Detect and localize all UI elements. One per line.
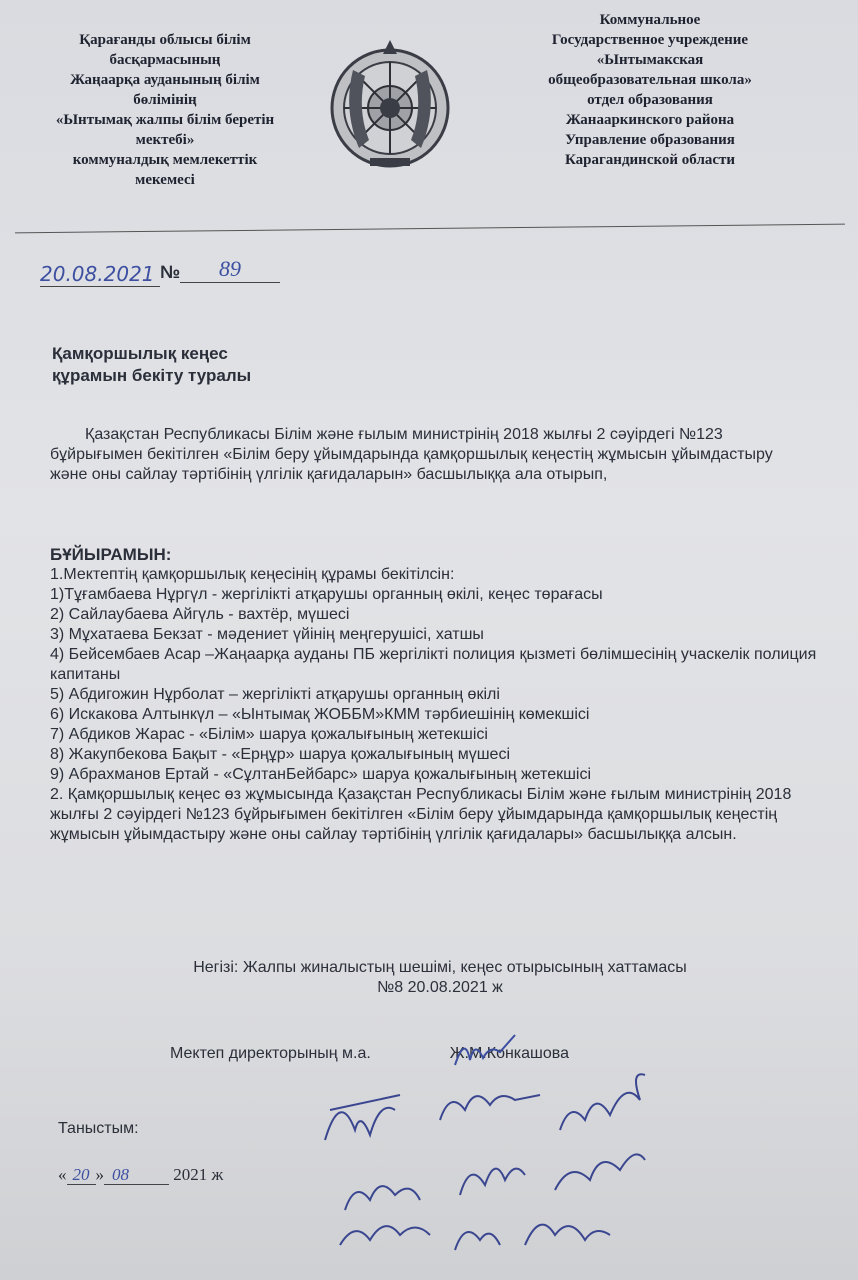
header-right-block [520,10,780,170]
header-left-line: Жаңаарқа ауданының білім [70,72,260,88]
director-name: Ж.М.Конкашова [449,1045,569,1062]
director-title: Мектеп директорының м.а. [170,1045,371,1062]
header-left-line: «Ынтымақ жалпы білім беретін [55,112,275,128]
header-left-block [30,30,300,190]
acknowledgement-signatures [300,1050,720,1260]
basis-line: №8 20.08.2021 ж [377,979,503,996]
list-item: 5) Абдигожин Нұрболат – жергілікті атқарушы органның өкілі [50,686,500,703]
list-item: 7) Абдиков Жарас - «Білім» шаруа қожалығының жетекшісі [50,726,488,743]
header-right-line: «Ынтымакская [596,52,704,68]
header-right-line: Карагандинской области [564,152,736,168]
header-right-line: общеобразовательная школа» [548,72,752,88]
acknowledged-date: « 20 » 08 2021 ж [58,1165,224,1184]
order-heading: БҰЙЫРАМЫН: [50,545,172,564]
ack-month: 08 [104,1165,169,1185]
list-item: 1.Мектептің қамқоршылық кеңесінің құрамы бекітілсін: [50,566,455,583]
subject-line: Қамқоршылық кеңес [52,344,228,363]
list-item: 4) Бейсембаев Асар –Жаңаарқа ауданы ПБ жергілікті полиция қызметі бөлімшесінің учаскелік полиция капитаны [50,646,817,683]
header-left-line: басқармасының [109,52,221,68]
list-item: 8) Жакупбекова Бақыт - «Ерңұр» шаруа қожалығының мүшесі [50,746,510,763]
header-left-line: мектебі» [135,132,195,148]
document-number: 89 [180,256,280,283]
header-left-line: Қарағанды облысы білім [79,32,251,48]
basis-line: Негізі: Жалпы жиналыстың шешімі, кеңес отырысының хаттамасы [193,959,687,976]
header-left-line: коммуналдық мемлекеттік [72,152,258,168]
list-item: 2) Сайлаубаева Айгүль - вахтёр, мүшесі [50,606,350,623]
header-right-line: Жанааркинского района [565,112,735,128]
list-item: 1)Тұғамбаева Нұргүл - жергілікті атқарушы органның өкілі, кеңес төрағасы [50,586,603,603]
list-item: 6) Искакова Алтынкүл – «Ынтымақ ЖОББМ»КММ тәрбиешінің көмекшісі [50,706,590,723]
header-right-line: Коммунальное [599,12,701,28]
header-left-line: мекемесі [135,172,195,188]
list-item: 3) Мұхатаева Бекзат - мәдениет үйінің меңгерушісі, хатшы [50,626,484,643]
kazakhstan-emblem-icon [325,30,455,180]
header-right-line: отдел образования [587,92,713,108]
order-items-list [50,565,830,845]
list-item: 2. Қамқоршылық кеңес өз жұмысында Қазақстан Республикасы Білім және ғылым министрінің 2018 жылғы 2 сәуірдегі №123 бұйрығымен бекітілген «Білім беру ұйымдарында қамқоршылық кеңестің жұмысын ұйымдастыру және оны сайлау тәртібінің үлгілік қағидалары» басшылыққа алсын. [50,786,792,843]
acknowledged-label: Таныстым: [58,1120,139,1137]
header-right-line: Государственное учреждение [551,32,749,48]
document-subject [52,343,352,387]
list-item: 9) Абрахманов Ертай - «СұлтанБейбарс» шаруа қожалығының жетекшісі [50,766,592,783]
header-left-line: бөлімінің [133,92,197,108]
preamble-paragraph: Қазақстан Республикасы Білім және ғылым министрінің 2018 жылғы 2 сәуірдегі №123 бұйрығымен бекітілген «Білім беру ұйымдарында қамқоршылық кеңестің жұмысын ұйымдастыру және оны сайлау тәртібінің үлгілік қағидаларын» басшылыққа ала отырып, [50,426,773,483]
subject-line: құрамын бекіту туралы [52,366,252,385]
ack-year: 2021 ж [173,1165,224,1184]
document-date: 20.08.2021 [40,262,160,287]
basis-note [80,958,800,998]
document-number-label: № [160,262,181,282]
header-divider [15,224,845,234]
header-right-line: Управление образования [565,132,735,148]
ack-day: 20 [67,1165,96,1185]
